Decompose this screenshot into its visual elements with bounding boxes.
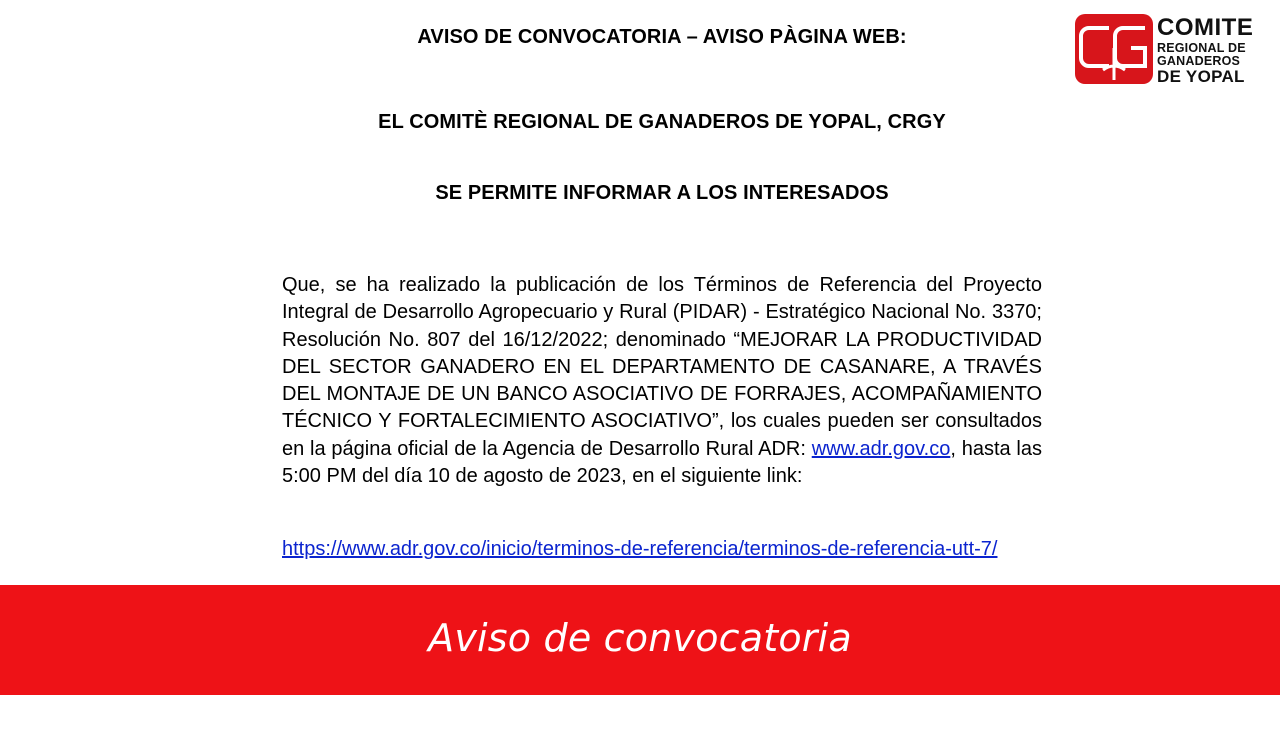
notice-title: AVISO DE CONVOCATORIA – AVISO PÀGINA WEB: xyxy=(417,26,907,48)
logo-line-2: REGIONAL DE xyxy=(1157,41,1246,55)
banner-title: Aviso de convocatoria xyxy=(428,616,852,660)
terms-of-reference-link[interactable]: https://www.adr.gov.co/inicio/terminos-de-referencia/terminos-de-referencia-utt-7/ xyxy=(282,538,998,560)
logo-wordmark xyxy=(1157,16,1253,85)
cg-logo-mark-icon xyxy=(1075,14,1153,84)
logo-line-3: GANADEROS xyxy=(1157,53,1241,68)
terms-url-line xyxy=(282,538,997,561)
notice-subtitle: EL COMITÈ REGIONAL DE GANADEROS DE YOPAL, CRGY xyxy=(378,111,946,133)
adr-site-link[interactable]: www.adr.gov.co xyxy=(811,437,951,460)
notice-body xyxy=(282,272,1042,490)
footer-banner xyxy=(0,585,1280,695)
logo-line-4: DE YOPAL xyxy=(1157,67,1245,86)
logo-line-1: COMITE xyxy=(1157,14,1254,41)
notice-body-text-start: Que, se ha realizado la publicación de los Términos de Referencia del Proyecto Integral de Desarrollo Agropecuario y Rural (PIDAR) - Estratégico Nacional No. 3370; Resolución No. 807 del 16/12/2022; denominado “MEJORAR LA PRODUCTIVIDAD DEL SECTOR GANADERO EN EL DEPARTAMENTO DE CASANARE, A TRAVÉS DEL MONTAJE DE UN BANCO ASOCIATIVO DE FORRAJES, ACOMPAÑAMIENTO TÉCNICO Y FORTALECIMIENTO ASOCIATIVO”, los cuales pueden ser consultados en la página oficial de la Agencia de Desarrollo Rural ADR: xyxy=(282,274,1042,460)
crgy-logo xyxy=(1075,14,1260,84)
notice-body-text-end: , hasta las 5:00 PM del día 10 de agosto de 2023, en el siguiente link: xyxy=(282,437,1042,488)
notice-intro: SE PERMITE INFORMAR A LOS INTERESADOS xyxy=(435,182,889,204)
